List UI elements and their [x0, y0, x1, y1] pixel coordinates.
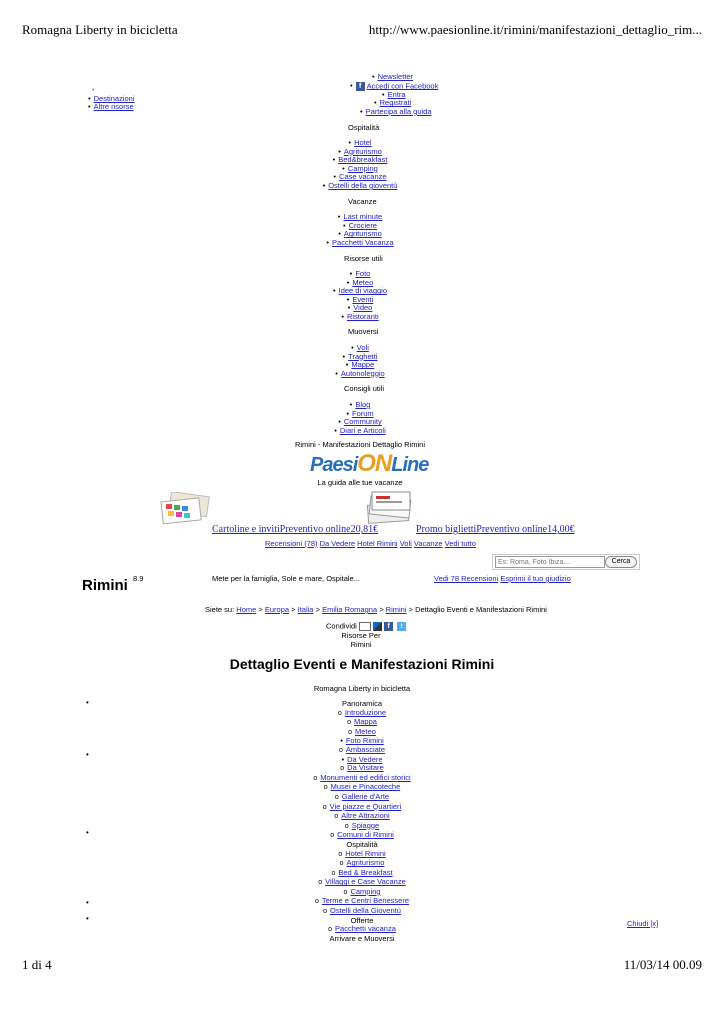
- section-list-muoversi: [230, 344, 490, 378]
- print-url: http://www.paesionline.it/rimini/manifestazioni_dettaglio_rim...: [368, 22, 702, 37]
- section-title-vacanze: Vacanze: [348, 197, 377, 206]
- list-item[interactable]: • Pacchetti Vacanza: [230, 239, 490, 248]
- list-item[interactable]: • Camping: [230, 165, 490, 174]
- list-item[interactable]: • Last minute: [230, 213, 490, 222]
- section-title-risorse: Risorse utili: [344, 254, 383, 263]
- section-title-consigli: Consigli utili: [344, 384, 385, 393]
- section-title-muoversi: Muoversi: [348, 327, 379, 336]
- see-all-link[interactable]: Vedi tutto: [444, 539, 476, 548]
- search-button[interactable]: Cerca: [605, 556, 637, 568]
- section-title-ospitalita: Ospitalità: [348, 123, 380, 132]
- city-review-links: [434, 575, 571, 584]
- delicious-icon[interactable]: [373, 622, 382, 631]
- list-item[interactable]: • Diari e Articoli: [230, 427, 490, 436]
- rate-link[interactable]: Esprimi il tuo giudizio: [500, 574, 571, 583]
- flights-link[interactable]: Voli: [399, 539, 412, 548]
- paesionline-logo[interactable]: PaesiONLine: [310, 450, 429, 477]
- tree-item: Panoramica: [341, 699, 383, 708]
- list-item[interactable]: • Foto: [230, 270, 490, 279]
- tree-item[interactable]: o Mappa: [262, 718, 462, 728]
- tree-item[interactable]: • Da Vedere: [262, 756, 462, 765]
- list-item[interactable]: • Forum: [230, 410, 490, 419]
- left-menu-item-other[interactable]: [88, 103, 135, 112]
- tree-item[interactable]: o Villaggi e Case Vacanze: [262, 878, 462, 888]
- tree-bullet: •: [86, 750, 89, 759]
- logo-tagline: La guida alle tue vacanze: [317, 478, 403, 487]
- tree-item: Arrivare e Muoversi: [329, 933, 395, 943]
- list-item[interactable]: • Idee di viaggio: [230, 287, 490, 296]
- see-reviews-link[interactable]: Vedi 78 Recensioni: [434, 574, 499, 583]
- page-label: Rimini - Manifestazioni Dettaglio Rimini: [294, 440, 426, 449]
- tree-item[interactable]: o Camping: [262, 888, 462, 898]
- city-rating: 8.9: [133, 574, 144, 583]
- print-title: Romagna Liberty in bicicletta: [22, 22, 178, 37]
- tickets-promo-image[interactable]: [366, 490, 414, 528]
- to-see-link[interactable]: Da Vedere: [319, 539, 356, 548]
- facebook-icon: f: [356, 82, 365, 91]
- list-item[interactable]: • Crociere: [230, 222, 490, 231]
- join-guide-link[interactable]: Partecipa alla guida: [365, 106, 432, 116]
- hotel-link[interactable]: Hotel Rimini: [357, 539, 398, 548]
- facebook-login-link[interactable]: Accedi con Facebook: [366, 81, 439, 91]
- list-item[interactable]: • Meteo: [230, 279, 490, 288]
- holidays-link[interactable]: Vacanze: [413, 539, 443, 548]
- tree-bullet: •: [86, 914, 89, 923]
- section-list-vacanze: [230, 213, 490, 247]
- tree-item: Offerte: [350, 915, 374, 925]
- tree-bullet: •: [86, 828, 89, 837]
- list-item[interactable]: • Mappe: [230, 361, 490, 370]
- tree-item[interactable]: o Terme e Centri Benessere: [262, 897, 462, 907]
- tree-item[interactable]: o Altre Attrazioni: [262, 812, 462, 822]
- tree-item[interactable]: o Spiagge: [262, 822, 462, 832]
- search-box: [492, 554, 640, 570]
- city-name: Rimini: [82, 577, 128, 594]
- resource-tree: [262, 700, 462, 943]
- share-bar: Condividi f t: [326, 622, 406, 631]
- register-link[interactable]: Registrati: [379, 98, 412, 108]
- breadcrumb-city[interactable]: Rimini: [385, 605, 407, 614]
- tree-item[interactable]: o Da Visitare: [262, 764, 462, 774]
- tree-item: Ospitalità: [346, 839, 378, 849]
- list-item[interactable]: • Voli: [230, 344, 490, 353]
- section-list-consigli: [230, 401, 490, 435]
- list-item[interactable]: • Eventi: [230, 296, 490, 305]
- breadcrumb-home[interactable]: Home: [236, 605, 257, 614]
- tree-item[interactable]: o Agriturismo: [262, 859, 462, 869]
- tree-item[interactable]: o Comuni di Rimini: [262, 831, 462, 841]
- list-item[interactable]: • Bed&breakfast: [230, 156, 490, 165]
- list-item[interactable]: • Hotel: [230, 139, 490, 148]
- tree-item[interactable]: o Gallerie d'Arte: [262, 793, 462, 803]
- tree-item[interactable]: o Ambasciate: [262, 746, 462, 756]
- city-tagline: Mete per la famiglia, Sole e mare, Ospitale...: [212, 574, 360, 583]
- left-menu: [88, 86, 135, 112]
- section-list-ospitalita: [230, 139, 490, 191]
- left-menu-label[interactable]: Destinazioni: [93, 93, 135, 103]
- tree-item[interactable]: o Ostelli della Gioventù: [262, 907, 462, 917]
- tree-item[interactable]: o Meteo: [262, 728, 462, 738]
- list-item[interactable]: • Agriturismo: [230, 148, 490, 157]
- tree-bullet: •: [86, 698, 89, 707]
- close-link[interactable]: Chiudi [x]: [627, 919, 659, 928]
- tree-item[interactable]: • Foto Rimini: [262, 737, 462, 746]
- left-menu-label[interactable]: Altre risorse: [93, 102, 134, 112]
- list-item[interactable]: • Traghetti: [230, 353, 490, 362]
- page-title: Dettaglio Eventi e Manifestazioni Rimini: [229, 656, 495, 672]
- page-subtitle: Romagna Liberty in bicicletta: [313, 684, 411, 693]
- tree-item[interactable]: o Monumenti ed edifici storici: [262, 774, 462, 784]
- tree-item[interactable]: o Bed & Breakfast: [262, 869, 462, 879]
- list-item[interactable]: • Video: [230, 304, 490, 313]
- tree-item[interactable]: o Hotel Rimini: [262, 850, 462, 860]
- tree-item[interactable]: o Vie piazze e Quartieri: [262, 803, 462, 813]
- list-item[interactable]: • Community: [230, 418, 490, 427]
- newsletter-link[interactable]: Newsletter: [377, 72, 414, 81]
- list-item[interactable]: • Agriturismo: [230, 230, 490, 239]
- list-item[interactable]: • Autonoleggio: [230, 370, 490, 379]
- list-item[interactable]: • Case vacanze: [230, 173, 490, 182]
- tree-item[interactable]: o Pacchetti vacanza: [262, 925, 462, 935]
- breadcrumb: Siete su: Home > Europa > Italia > Emilia Romagna > Rimini > Dettaglio Eventi e Manifestazioni Rimini: [205, 605, 547, 614]
- tree-bullet: •: [86, 898, 89, 907]
- list-item[interactable]: • Blog: [230, 401, 490, 410]
- email-icon[interactable]: [359, 622, 371, 631]
- breadcrumb-italy[interactable]: Italia: [297, 605, 314, 614]
- tree-item[interactable]: o Introduzione: [262, 709, 462, 719]
- facebook-share-icon[interactable]: f: [384, 622, 393, 631]
- list-item[interactable]: • Ristoranti: [230, 313, 490, 322]
- breadcrumb-region[interactable]: Emilia Romagna: [322, 605, 378, 614]
- tickets-promo-link[interactable]: Promo bigliettiPreventivo online14,00€: [416, 524, 575, 535]
- city-nav-links: [265, 540, 476, 549]
- print-datetime: 11/03/14 00.09: [623, 957, 702, 972]
- list-item[interactable]: • Ostelli della gioventù: [230, 182, 490, 191]
- section-list-risorse: [230, 270, 490, 322]
- resources-label: Risorse Per Rimini: [341, 631, 381, 649]
- search-input[interactable]: [495, 556, 605, 568]
- reviews-link[interactable]: Recensioni (78): [265, 539, 318, 548]
- breadcrumb-europe[interactable]: Europa: [264, 605, 290, 614]
- twitter-icon[interactable]: t: [397, 622, 406, 631]
- tree-item[interactable]: o Musei e Pinacoteche: [262, 783, 462, 793]
- cards-promo-link[interactable]: Cartoline e invitiPreventivo online20,81€: [212, 524, 379, 535]
- page-number: 1 di 4: [22, 957, 52, 972]
- login-link[interactable]: Entra: [387, 89, 406, 99]
- user-menu: [350, 73, 438, 116]
- cards-promo-image[interactable]: [158, 492, 212, 526]
